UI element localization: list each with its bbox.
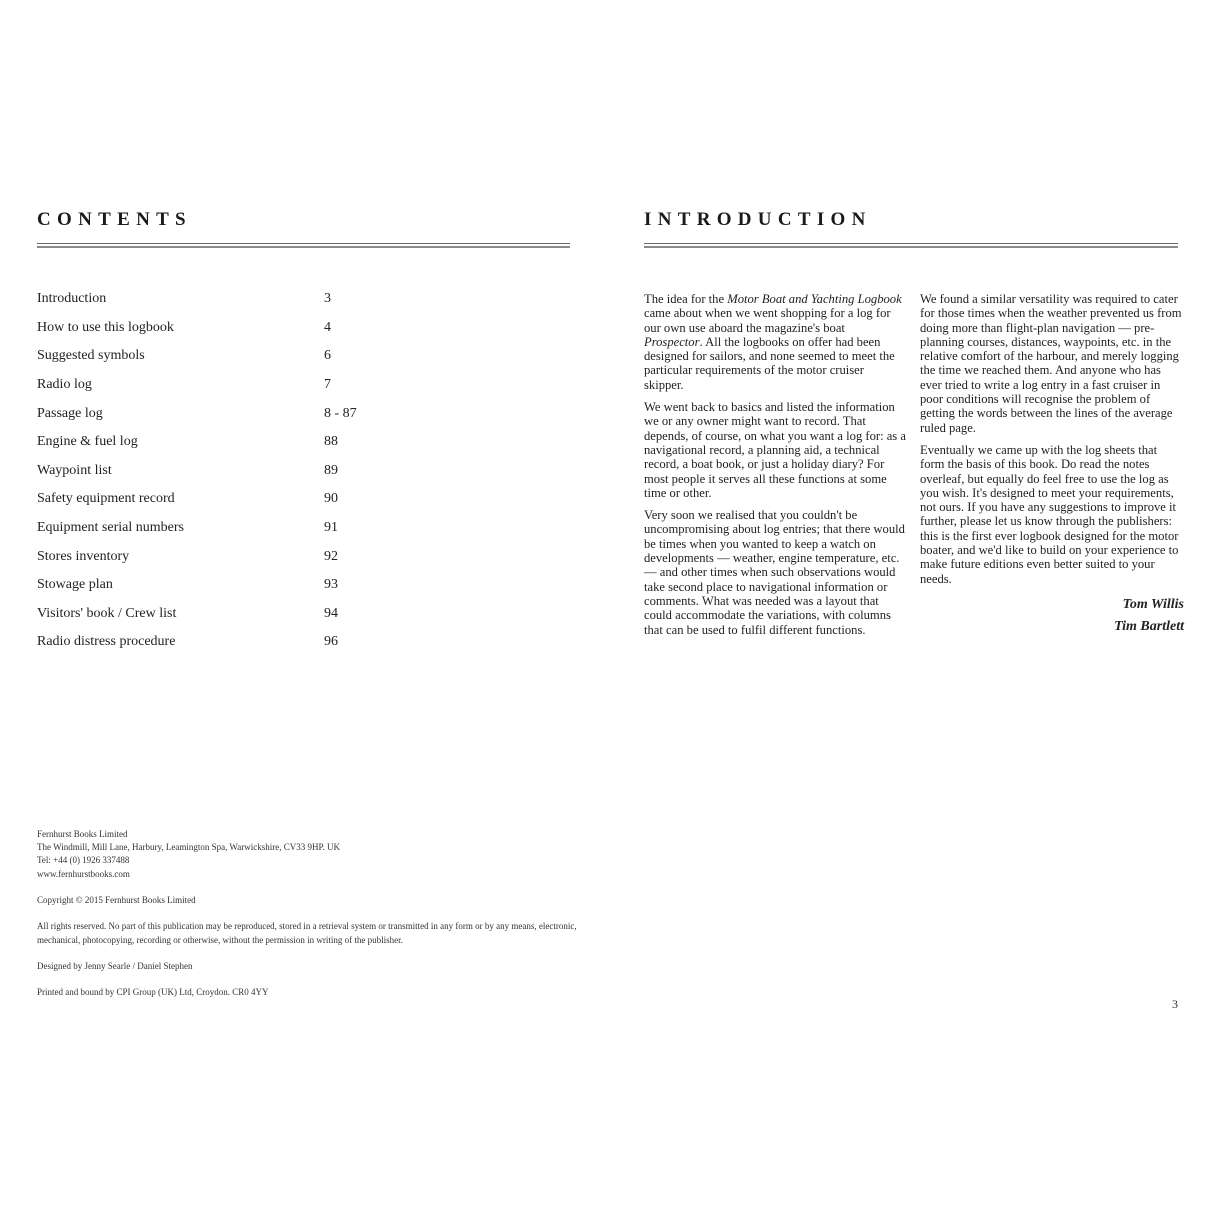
table-of-contents (37, 285, 437, 657)
introduction-body (644, 292, 1184, 645)
toc-entry (37, 542, 437, 571)
toc-label: Introduction (37, 291, 107, 307)
book-title: Motor Boat and Yachting Logbook (727, 292, 902, 306)
publisher-tel: Tel: +44 (0) 1926 337488 (37, 855, 130, 866)
author-name: Tom Willis (1122, 596, 1184, 612)
toc-page-number: 6 (324, 348, 331, 364)
toc-entry (37, 485, 437, 514)
intro-paragraph-4: We found a similar versatility was required to cater for those times when the weather prevented us from doing more than flight-plan navigation — pre-planning courses, distances, waypoints, etc. in the relative comfort of the harbour, and merely logging the time we reached them. And anyone who has ever tried to write a log entry in a fast cruiser in poor conditions will recognise the problem of getting the words between the lines of the average ruled page. (920, 292, 1182, 435)
toc-label: Radio log (37, 377, 92, 393)
intro-paragraph-1: The idea for the Motor Boat and Yachting Logbook came about when we went shopping for a log for our own use aboard the magazine's boat Prospector. All the logbooks on offer had been designed for sailors, and none seemed to meet the particular requirements of the motor cruiser skipper. (644, 292, 902, 392)
toc-label: Stores inventory (37, 548, 130, 564)
publisher-website: www.fernhurstbooks.com (37, 868, 130, 879)
toc-page-number: 96 (324, 634, 338, 650)
title-double-rule (37, 243, 570, 249)
contents-title: CONTENTS (37, 209, 192, 230)
toc-page-number: 92 (324, 548, 338, 564)
toc-label: Radio distress procedure (37, 634, 176, 650)
rights-notice: All rights reserved. No part of this publication may be reproduced, stored in a retrieval system or transmitted in any form or by any means, electronic, mechanical, photocopying, recording or otherwise, without the permission in writing of the publisher. (37, 921, 577, 945)
toc-entry (37, 285, 437, 314)
toc-label: Equipment serial numbers (37, 520, 184, 536)
intro-paragraph-5: Eventually we came up with the log sheets that form the basis of this book. Do read the notes overleaf, but equally do feel free to use the log as you wish. It's designed to meet your requirements, not ours. If you have any suggestions to improve it further, please let us know through the publishers: this is the first ever logbook designed for the motor boater, and we'd like to build on your experience to make future editions even better suited to your needs. (920, 442, 1179, 586)
toc-label: Stowage plan (37, 577, 113, 593)
toc-page-number: 89 (324, 462, 338, 478)
toc-entry (37, 371, 437, 400)
toc-entry (37, 428, 437, 457)
contents-page (37, 0, 577, 1214)
design-credit: Designed by Jenny Searle / Daniel Stephen (37, 960, 193, 971)
toc-page-number: 3 (324, 291, 331, 307)
toc-entry (37, 600, 437, 629)
toc-page-number: 93 (324, 577, 338, 593)
toc-entry (37, 457, 437, 486)
toc-label: Suggested symbols (37, 348, 145, 364)
intro-paragraph-2: We went back to basics and listed the information we or any owner might want to record. That depends, of course, on what you want a log for: as a navigational record, a planning aid, a technical record, a boat book, or just a holiday diary? For most people it serves all these functions at some time or other. (644, 400, 906, 500)
copyright-notice: Copyright © 2015 Fernhurst Books Limited (37, 895, 196, 905)
publisher-address: The Windmill, Mill Lane, Harbury, Leamington Spa, Warwickshire, CV33 9HP. UK (37, 842, 340, 853)
publisher-name: Fernhurst Books Limited (37, 829, 128, 839)
toc-label: Waypoint list (37, 462, 112, 478)
toc-page-number: 90 (324, 491, 338, 507)
introduction-page (644, 0, 1184, 1214)
toc-label: Engine & fuel log (37, 434, 138, 450)
toc-label: Passage log (37, 405, 103, 421)
introduction-title: INTRODUCTION (644, 209, 872, 230)
toc-entry (37, 314, 437, 343)
toc-label: Safety equipment record (37, 491, 175, 507)
toc-page-number: 7 (324, 377, 331, 393)
intro-paragraph-3: Very soon we realised that you couldn't be uncompromising about log entries; that there would be times when you wanted to keep a watch on developments — weather, engine temperature, etc. — and other times when such observations would take second place to navigational information or comments. What was needed was a layout that could accommodate the variations, with columns that can be used to fulfil different functions. (644, 508, 905, 637)
boat-name: Prospector (644, 334, 700, 349)
toc-page-number: 4 (324, 319, 331, 335)
toc-page-number: 94 (324, 605, 338, 621)
page-number: 3 (1172, 997, 1178, 1011)
author-signatures (920, 594, 1184, 638)
toc-entry (37, 399, 437, 428)
toc-label: Visitors' book / Crew list (37, 605, 177, 621)
toc-entry (37, 628, 437, 657)
toc-entry (37, 571, 437, 600)
toc-label: How to use this logbook (37, 319, 174, 335)
printer-credit: Printed and bound by CPI Group (UK) Ltd, Croydon. CR0 4YY (37, 987, 269, 998)
title-double-rule (644, 243, 1178, 249)
intro-column-right (920, 292, 1184, 645)
toc-entry (37, 342, 437, 371)
toc-page-number: 88 (324, 434, 338, 450)
intro-column-left (644, 292, 906, 645)
imprint-block (37, 828, 577, 1013)
toc-page-number: 8 - 87 (324, 405, 357, 421)
toc-entry (37, 514, 437, 543)
author-name: Tim Bartlett (1114, 618, 1184, 634)
toc-page-number: 91 (324, 520, 338, 536)
